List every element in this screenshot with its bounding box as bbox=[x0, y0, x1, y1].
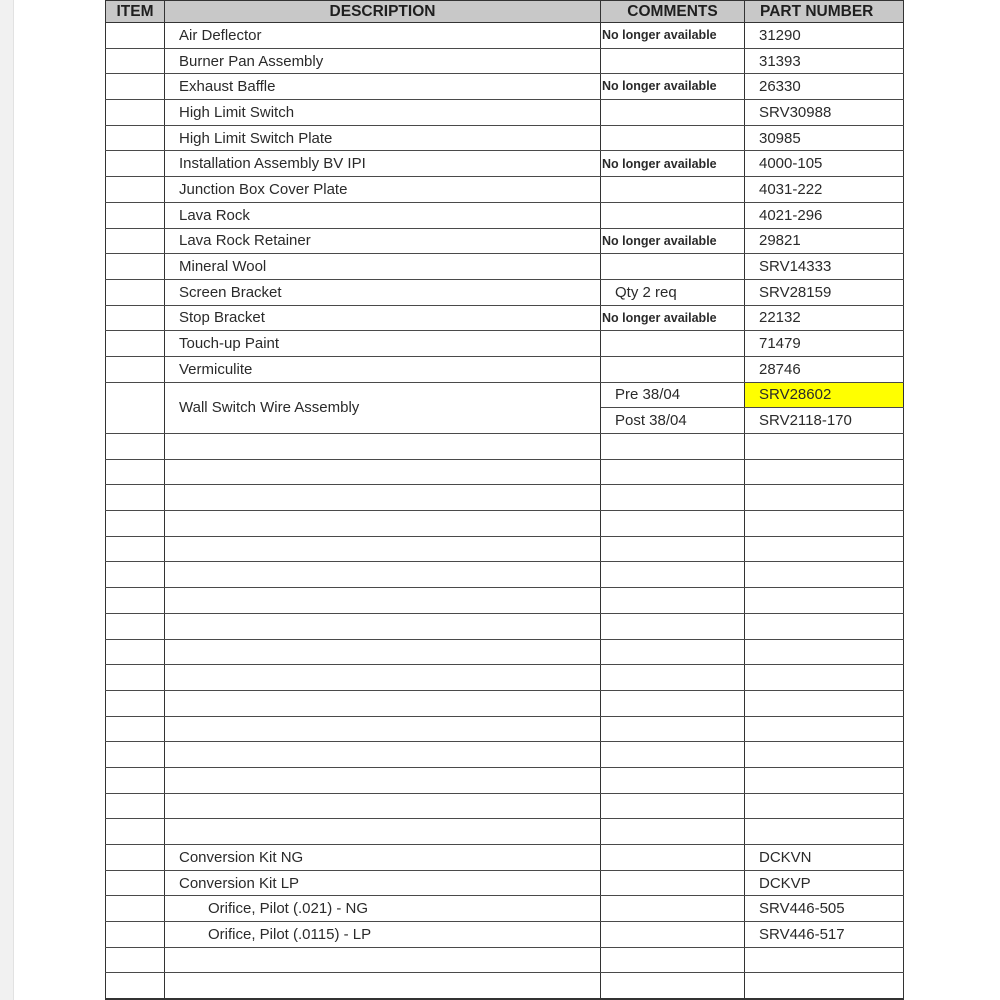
part-number-cell: 29821 bbox=[745, 228, 904, 254]
table-row bbox=[106, 279, 904, 305]
empty-row bbox=[106, 536, 904, 562]
description-cell bbox=[165, 485, 601, 511]
table-row bbox=[106, 305, 904, 331]
description-cell bbox=[165, 511, 601, 537]
item-cell bbox=[106, 690, 165, 716]
comment-cell bbox=[601, 896, 745, 922]
comment-cell bbox=[601, 742, 745, 768]
comment-cell bbox=[601, 870, 745, 896]
table-row bbox=[106, 845, 904, 871]
item-cell bbox=[106, 356, 165, 382]
comment-cell bbox=[601, 536, 745, 562]
part-number-cell bbox=[745, 973, 904, 999]
description-cell: Conversion Kit LP bbox=[165, 870, 601, 896]
part-number-cell bbox=[745, 613, 904, 639]
comment-cell bbox=[601, 331, 745, 357]
description-cell bbox=[165, 716, 601, 742]
part-number-cell bbox=[745, 947, 904, 973]
table-row bbox=[106, 331, 904, 357]
comment-cell: No longer available bbox=[601, 151, 745, 177]
part-number-cell: 30985 bbox=[745, 125, 904, 151]
item-cell bbox=[106, 767, 165, 793]
item-cell bbox=[106, 254, 165, 280]
empty-row bbox=[106, 562, 904, 588]
page-left-margin bbox=[0, 0, 14, 1000]
item-cell bbox=[106, 459, 165, 485]
header-part-number: PART NUMBER bbox=[745, 1, 904, 23]
description-cell bbox=[165, 588, 601, 614]
part-number-cell: 31393 bbox=[745, 48, 904, 74]
empty-row bbox=[106, 639, 904, 665]
comment-cell bbox=[601, 254, 745, 280]
part-number-cell: 28746 bbox=[745, 356, 904, 382]
header-comments: COMMENTS bbox=[601, 1, 745, 23]
part-number-cell: SRV30988 bbox=[745, 100, 904, 126]
item-cell bbox=[106, 177, 165, 203]
item-cell bbox=[106, 23, 165, 49]
table-row bbox=[106, 254, 904, 280]
comment-cell bbox=[601, 947, 745, 973]
header-item: ITEM bbox=[106, 1, 165, 23]
item-cell bbox=[106, 100, 165, 126]
empty-row bbox=[106, 793, 904, 819]
description-cell bbox=[165, 434, 601, 460]
comment-cell: No longer available bbox=[601, 228, 745, 254]
comment-cell bbox=[601, 767, 745, 793]
description-cell: Installation Assembly BV IPI bbox=[165, 151, 601, 177]
part-number-cell: 22132 bbox=[745, 305, 904, 331]
comment-cell bbox=[601, 588, 745, 614]
description-cell: Screen Bracket bbox=[165, 279, 601, 305]
description-cell: Burner Pan Assembly bbox=[165, 48, 601, 74]
description-cell: Exhaust Baffle bbox=[165, 74, 601, 100]
part-number-cell: 4021-296 bbox=[745, 202, 904, 228]
empty-row bbox=[106, 742, 904, 768]
comment-cell bbox=[601, 665, 745, 691]
table-row bbox=[106, 74, 904, 100]
comment-cell bbox=[601, 562, 745, 588]
part-number-cell-highlighted: SRV28602 bbox=[745, 382, 904, 408]
comment-cell bbox=[601, 511, 745, 537]
item-cell bbox=[106, 151, 165, 177]
description-cell bbox=[165, 767, 601, 793]
comment-cell bbox=[601, 690, 745, 716]
part-number-cell: DCKVN bbox=[745, 845, 904, 871]
item-cell bbox=[106, 536, 165, 562]
part-number-cell bbox=[745, 536, 904, 562]
part-number-cell: DCKVP bbox=[745, 870, 904, 896]
part-number-cell: 4031-222 bbox=[745, 177, 904, 203]
part-number-cell: 71479 bbox=[745, 331, 904, 357]
comment-cell bbox=[601, 202, 745, 228]
table-row bbox=[106, 151, 904, 177]
description-cell: Conversion Kit NG bbox=[165, 845, 601, 871]
description-cell: Wall Switch Wire Assembly bbox=[165, 382, 601, 433]
part-number-cell: SRV446-517 bbox=[745, 922, 904, 948]
item-cell bbox=[106, 279, 165, 305]
part-number-cell: SRV446-505 bbox=[745, 896, 904, 922]
empty-row bbox=[106, 613, 904, 639]
part-number-cell bbox=[745, 485, 904, 511]
empty-row bbox=[106, 767, 904, 793]
description-cell: Touch-up Paint bbox=[165, 331, 601, 357]
page-right-margin bbox=[914, 0, 1000, 1000]
description-cell bbox=[165, 947, 601, 973]
part-number-cell bbox=[745, 793, 904, 819]
item-cell bbox=[106, 331, 165, 357]
item-cell bbox=[106, 125, 165, 151]
header-row bbox=[106, 1, 904, 23]
table-row bbox=[106, 228, 904, 254]
description-cell bbox=[165, 665, 601, 691]
item-cell bbox=[106, 74, 165, 100]
description-cell: Mineral Wool bbox=[165, 254, 601, 280]
comment-cell bbox=[601, 639, 745, 665]
description-cell bbox=[165, 973, 601, 999]
part-number-cell: SRV14333 bbox=[745, 254, 904, 280]
item-cell bbox=[106, 562, 165, 588]
table-row-wall-switch-pre bbox=[106, 382, 904, 408]
table-row bbox=[106, 177, 904, 203]
item-cell bbox=[106, 511, 165, 537]
item-cell bbox=[106, 639, 165, 665]
part-number-cell bbox=[745, 690, 904, 716]
comment-cell bbox=[601, 125, 745, 151]
table-row bbox=[106, 870, 904, 896]
table-row bbox=[106, 23, 904, 49]
table-row bbox=[106, 48, 904, 74]
item-cell bbox=[106, 305, 165, 331]
part-number-cell: 26330 bbox=[745, 74, 904, 100]
comment-cell bbox=[601, 434, 745, 460]
empty-row bbox=[106, 511, 904, 537]
description-cell: Lava Rock Retainer bbox=[165, 228, 601, 254]
part-number-cell bbox=[745, 767, 904, 793]
item-cell bbox=[106, 716, 165, 742]
item-cell bbox=[106, 870, 165, 896]
part-number-cell: 4000-105 bbox=[745, 151, 904, 177]
description-cell bbox=[165, 690, 601, 716]
part-number-cell: 31290 bbox=[745, 23, 904, 49]
comment-cell bbox=[601, 922, 745, 948]
description-cell bbox=[165, 639, 601, 665]
part-number-cell bbox=[745, 434, 904, 460]
description-cell: High Limit Switch bbox=[165, 100, 601, 126]
empty-row bbox=[106, 973, 904, 999]
comment-cell bbox=[601, 819, 745, 845]
description-cell: High Limit Switch Plate bbox=[165, 125, 601, 151]
comment-cell bbox=[601, 177, 745, 203]
item-cell bbox=[106, 202, 165, 228]
part-number-cell bbox=[745, 665, 904, 691]
item-cell bbox=[106, 742, 165, 768]
description-cell bbox=[165, 613, 601, 639]
item-cell bbox=[106, 588, 165, 614]
part-number-cell bbox=[745, 459, 904, 485]
description-cell: Orifice, Pilot (.0115) - LP bbox=[165, 922, 601, 948]
item-cell bbox=[106, 382, 165, 433]
empty-row bbox=[106, 690, 904, 716]
item-cell bbox=[106, 819, 165, 845]
parts-table-body bbox=[106, 23, 904, 1000]
item-cell bbox=[106, 793, 165, 819]
item-cell bbox=[106, 973, 165, 999]
header-description: DESCRIPTION bbox=[165, 1, 601, 23]
part-number-cell bbox=[745, 716, 904, 742]
table-row bbox=[106, 356, 904, 382]
table-row bbox=[106, 202, 904, 228]
description-cell: Lava Rock bbox=[165, 202, 601, 228]
comment-cell bbox=[601, 973, 745, 999]
comment-cell: No longer available bbox=[601, 305, 745, 331]
description-cell bbox=[165, 742, 601, 768]
comment-cell bbox=[601, 845, 745, 871]
item-cell bbox=[106, 48, 165, 74]
part-number-cell: SRV28159 bbox=[745, 279, 904, 305]
part-number-cell bbox=[745, 742, 904, 768]
comment-cell bbox=[601, 485, 745, 511]
comment-cell bbox=[601, 613, 745, 639]
comment-cell: Pre 38/04 bbox=[601, 382, 745, 408]
description-cell: Vermiculite bbox=[165, 356, 601, 382]
empty-row bbox=[106, 459, 904, 485]
comment-cell bbox=[601, 459, 745, 485]
description-cell: Orifice, Pilot (.021) - NG bbox=[165, 896, 601, 922]
item-cell bbox=[106, 434, 165, 460]
item-cell bbox=[106, 665, 165, 691]
comment-cell bbox=[601, 716, 745, 742]
table-row bbox=[106, 922, 904, 948]
item-cell bbox=[106, 485, 165, 511]
item-cell bbox=[106, 947, 165, 973]
empty-row bbox=[106, 665, 904, 691]
empty-row bbox=[106, 819, 904, 845]
table-row bbox=[106, 896, 904, 922]
part-number-cell bbox=[745, 511, 904, 537]
part-number-cell bbox=[745, 819, 904, 845]
parts-table bbox=[105, 0, 904, 1000]
description-cell: Air Deflector bbox=[165, 23, 601, 49]
comment-cell: Post 38/04 bbox=[601, 408, 745, 434]
comment-cell bbox=[601, 356, 745, 382]
description-cell bbox=[165, 536, 601, 562]
comment-cell: Qty 2 req bbox=[601, 279, 745, 305]
comment-cell bbox=[601, 48, 745, 74]
empty-row bbox=[106, 485, 904, 511]
description-cell bbox=[165, 562, 601, 588]
item-cell bbox=[106, 845, 165, 871]
part-number-cell: SRV2118-170 bbox=[745, 408, 904, 434]
comment-cell: No longer available bbox=[601, 23, 745, 49]
empty-row bbox=[106, 588, 904, 614]
empty-row bbox=[106, 716, 904, 742]
part-number-cell bbox=[745, 588, 904, 614]
description-cell bbox=[165, 459, 601, 485]
empty-row bbox=[106, 434, 904, 460]
empty-row bbox=[106, 947, 904, 973]
item-cell bbox=[106, 613, 165, 639]
part-number-cell bbox=[745, 562, 904, 588]
description-cell bbox=[165, 819, 601, 845]
item-cell bbox=[106, 228, 165, 254]
table-row bbox=[106, 125, 904, 151]
description-cell bbox=[165, 793, 601, 819]
item-cell bbox=[106, 896, 165, 922]
comment-cell: No longer available bbox=[601, 74, 745, 100]
item-cell bbox=[106, 922, 165, 948]
comment-cell bbox=[601, 100, 745, 126]
description-cell: Stop Bracket bbox=[165, 305, 601, 331]
description-cell: Junction Box Cover Plate bbox=[165, 177, 601, 203]
part-number-cell bbox=[745, 639, 904, 665]
comment-cell bbox=[601, 793, 745, 819]
table-row bbox=[106, 100, 904, 126]
